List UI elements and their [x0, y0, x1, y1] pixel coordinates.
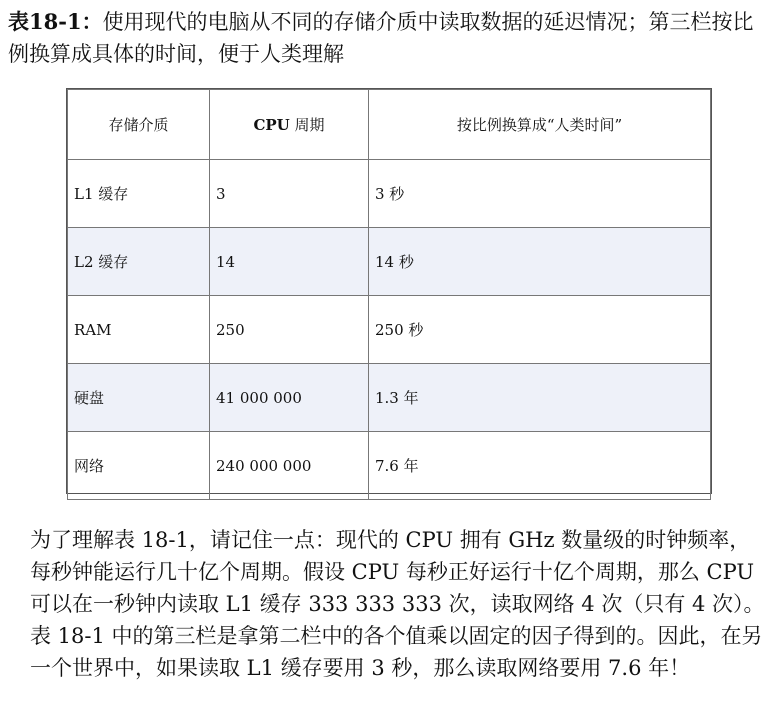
header-human-time: 按比例换算成“人类时间”	[369, 90, 711, 160]
header-medium: 存储介质	[68, 90, 210, 160]
table-header-row	[68, 90, 711, 160]
explanation-paragraph: 为了理解表 18-1，请记住一点：现代的 CPU 拥有 GHz 数量级的时钟频率，每秒钟能运行几十亿个周期。假设 CPU 每秒正好运行十亿个周期，那么 CPU 可以在一秒钟内读取 L1 缓存 333 333 333 次，读取网络 4 次（只有 4 次）。表 18-1 中的第三栏是拿第二栏中的各个值乘以固定的因子得到的。因此，在另一个世界中，如果读取 L1 缓存要用 3 秒，那么读取网络要用 7.6 年！	[30, 528, 765, 680]
table-row	[68, 432, 711, 500]
cell-human-time: 3 秒	[369, 160, 711, 228]
cell-cycles: 3	[210, 160, 369, 228]
cell-human-time: 14 秒	[369, 228, 711, 296]
latency-table	[66, 88, 712, 494]
cell-medium: 硬盘	[68, 364, 210, 432]
cell-medium: 网络	[68, 432, 210, 500]
cell-cycles: 14	[210, 228, 369, 296]
header-cpu-rest: 周期	[289, 116, 325, 134]
table-row	[68, 160, 711, 228]
cell-human-time: 250 秒	[369, 296, 711, 364]
header-cpu-bold: CPU	[253, 116, 290, 134]
header-cpu-cycles	[210, 90, 369, 160]
table-caption	[8, 6, 768, 70]
cell-medium: RAM	[68, 296, 210, 364]
table-caption-text: 使用现代的电脑从不同的存储介质中读取数据的延迟情况；第三栏按比例换算成具体的时间，便于人类理解	[8, 10, 754, 66]
cell-cycles: 41 000 000	[210, 364, 369, 432]
cell-medium: L2 缓存	[68, 228, 210, 296]
table-caption-label: 表18-1：	[8, 9, 103, 34]
table-row	[68, 364, 711, 432]
cell-human-time: 1.3 年	[369, 364, 711, 432]
cell-human-time: 7.6 年	[369, 432, 711, 500]
cell-cycles: 240 000 000	[210, 432, 369, 500]
table-row	[68, 296, 711, 364]
cell-medium: L1 缓存	[68, 160, 210, 228]
table-row	[68, 228, 711, 296]
cell-cycles: 250	[210, 296, 369, 364]
